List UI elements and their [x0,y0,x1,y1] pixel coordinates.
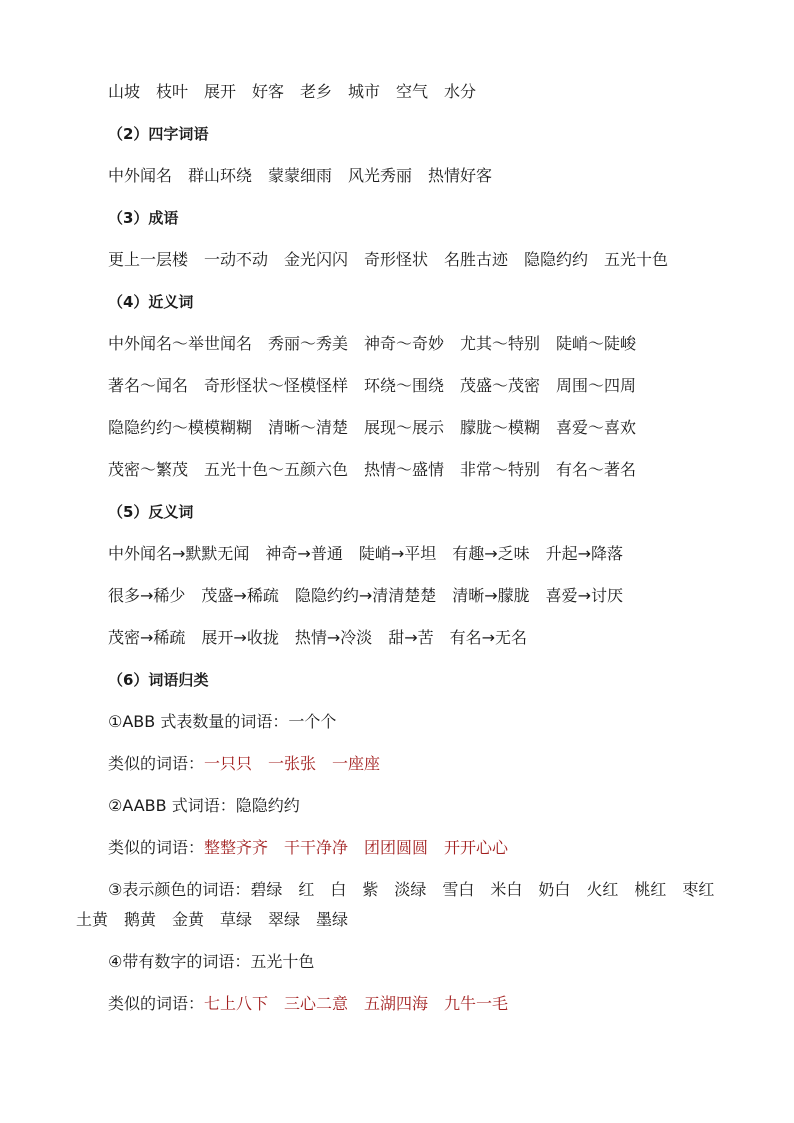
aabb-similar-line [108,838,508,858]
similar-label: 类似的词语： [108,754,205,773]
word-list-idioms: 更上一层楼 一动不动 金光闪闪 奇形怪状 名胜古迹 隐隐约约 五光十色 [108,250,669,269]
section-heading-idioms: （3）成语 [108,209,179,227]
synonym-row-3: 隐隐约约～模模糊糊 清晰～清楚 展现～展示 朦胧～模糊 喜爱～喜欢 [108,418,637,437]
abb-similar-words: 一只只 一张张 一座座 [204,754,381,773]
similar-label: 类似的词语： [108,994,205,1013]
section-heading-categories: （6）词语归类 [108,671,209,689]
similar-label: 类似的词语： [108,838,205,857]
antonym-row-1: 中外闻名→默默无闻 神奇→普通 陡峭→平坦 有趣→乏味 升起→降落 [108,544,624,563]
number-words-line: ④带有数字的词语：五光十色 [108,952,315,971]
synonym-row-1: 中外闻名～举世闻名 秀丽～秀美 神奇～奇妙 尤其～特别 陡峭～陡峻 [108,334,637,353]
antonym-row-3: 茂密→稀疏 展开→收拢 热情→冷淡 甜→苦 有名→无名 [108,628,528,647]
word-list-four-char: 中外闻名 群山环绕 蒙蒙细雨 风光秀丽 热情好客 [108,166,493,185]
color-words-continued: 土黄 鹅黄 金黄 草绿 翠绿 墨绿 [76,910,349,929]
number-similar-words: 七上八下 三心二意 五湖四海 九牛一毛 [204,994,509,1013]
antonym-row-2: 很多→稀少 茂盛→稀疏 隐隐约约→清清楚楚 清晰→朦胧 喜爱→讨厌 [108,586,624,605]
section-heading-four-char: （2）四字词语 [108,125,209,143]
color-words-line: ③表示颜色的词语：碧绿 红 白 紫 淡绿 雪白 米白 奶白 火红 桃红 枣红 [108,880,715,899]
section-heading-antonyms: （5）反义词 [108,503,194,521]
aabb-similar-words: 整整齐齐 干干净净 团团圆圆 开开心心 [204,838,509,857]
abb-pattern-line: ①ABB 式表数量的词语：一个个 [108,712,337,731]
synonym-row-2: 著名～闻名 奇形怪状～怪模怪样 环绕～围绕 茂盛～茂密 周围～四周 [108,376,637,395]
abb-similar-line [108,754,380,774]
section-heading-synonyms: （4）近义词 [108,293,194,311]
synonym-row-4: 茂密～繁茂 五光十色～五颜六色 热情～盛情 非常～特别 有名～著名 [108,460,637,479]
aabb-pattern-line: ②AABB 式词语：隐隐约约 [108,796,300,815]
number-similar-line [108,994,508,1014]
word-list-basic: 山坡 枝叶 展开 好客 老乡 城市 空气 水分 [108,82,477,101]
